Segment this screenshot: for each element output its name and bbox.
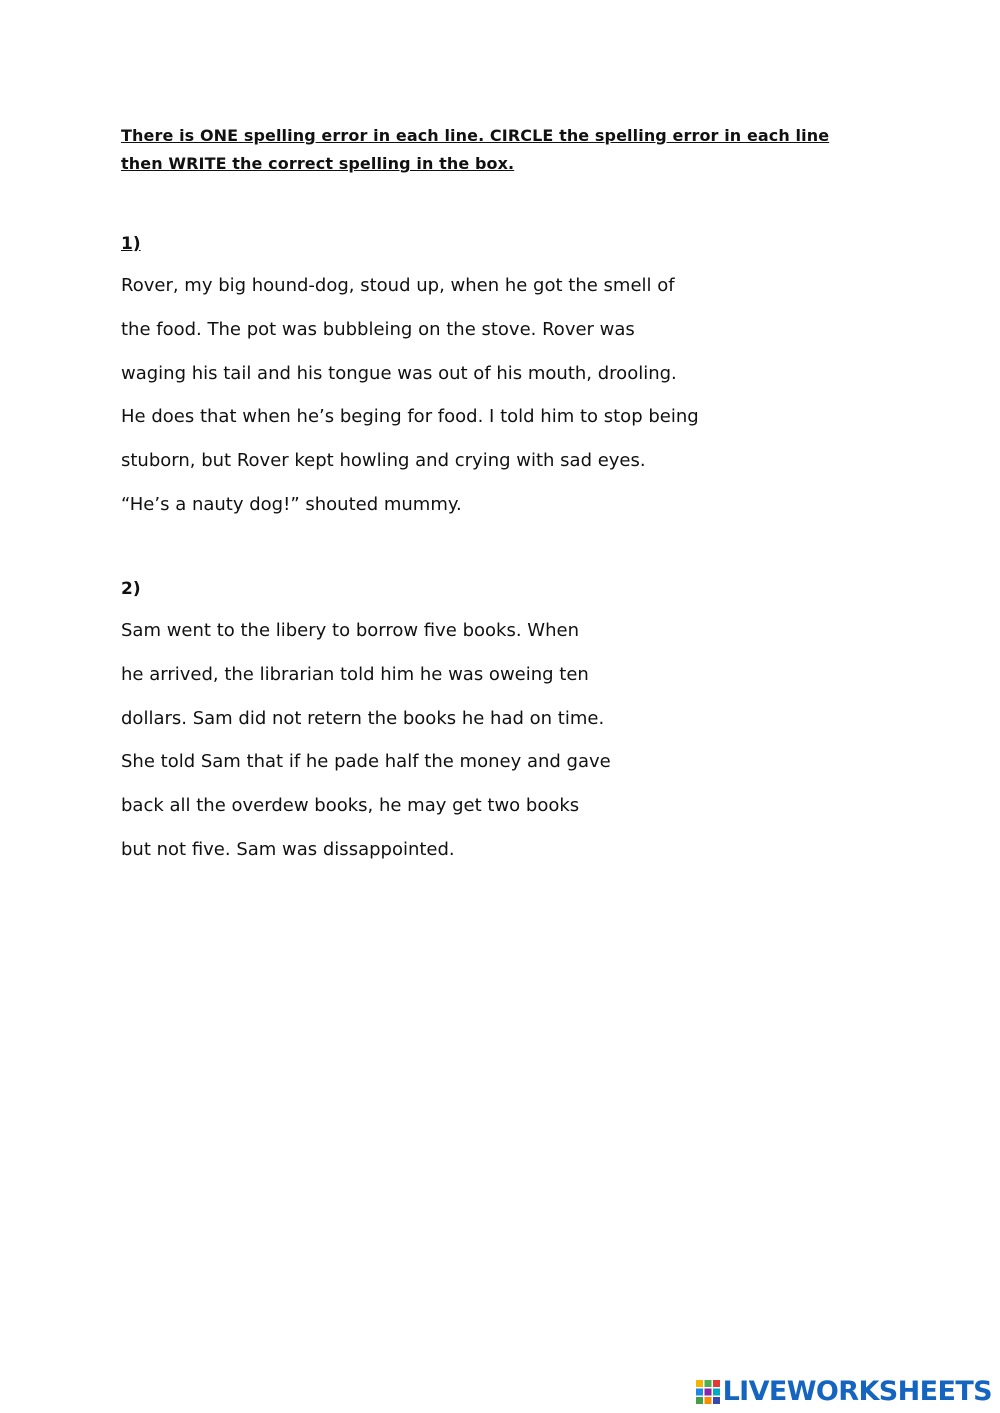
passage-line: but not five. Sam was dissappointed.	[121, 838, 455, 860]
passage-line: Sam went to the libery to borrow five books. When	[121, 620, 579, 641]
passage-line: he arrived, the librarian told him he was oweing ten	[121, 663, 589, 685]
passage-line: Rover, my big hound-dog, stoud up, when he got the smell of	[121, 275, 675, 296]
liveworksheets-logo-icon	[696, 1380, 720, 1404]
section-1-heading: 1)	[121, 234, 141, 254]
passage-line: dollars. Sam did not retern the books he had on time.	[121, 707, 605, 729]
passage-line: She told Sam that if he pade half the money and gave	[121, 751, 611, 773]
section-2-heading: 2)	[121, 579, 141, 599]
passage-line: back all the overdew books, he may get two books	[121, 795, 580, 817]
passage-line: He does that when he’s beging for food. I told him to stop being	[121, 406, 699, 428]
passage-line: stuborn, but Rover kept howling and crying with sad eyes.	[121, 450, 646, 472]
section-2-passage	[121, 619, 611, 882]
passage-line: “He’s a nauty dog!” shouted mummy.	[121, 493, 462, 515]
section-1-passage	[121, 274, 699, 537]
liveworksheets-wordmark: LIVEWORKSHEETS	[722, 1376, 992, 1407]
worksheet-instructions: There is ONE spelling error in each line. CIRCLE the spelling error in each line then WRITE the correct spelling in the box.	[121, 126, 830, 173]
passage-line: the food. The pot was bubbleing on the stove. Rover was	[121, 318, 635, 340]
liveworksheets-brand	[696, 1378, 992, 1405]
passage-line: waging his tail and his tongue was out of his mouth, drooling.	[121, 362, 677, 384]
